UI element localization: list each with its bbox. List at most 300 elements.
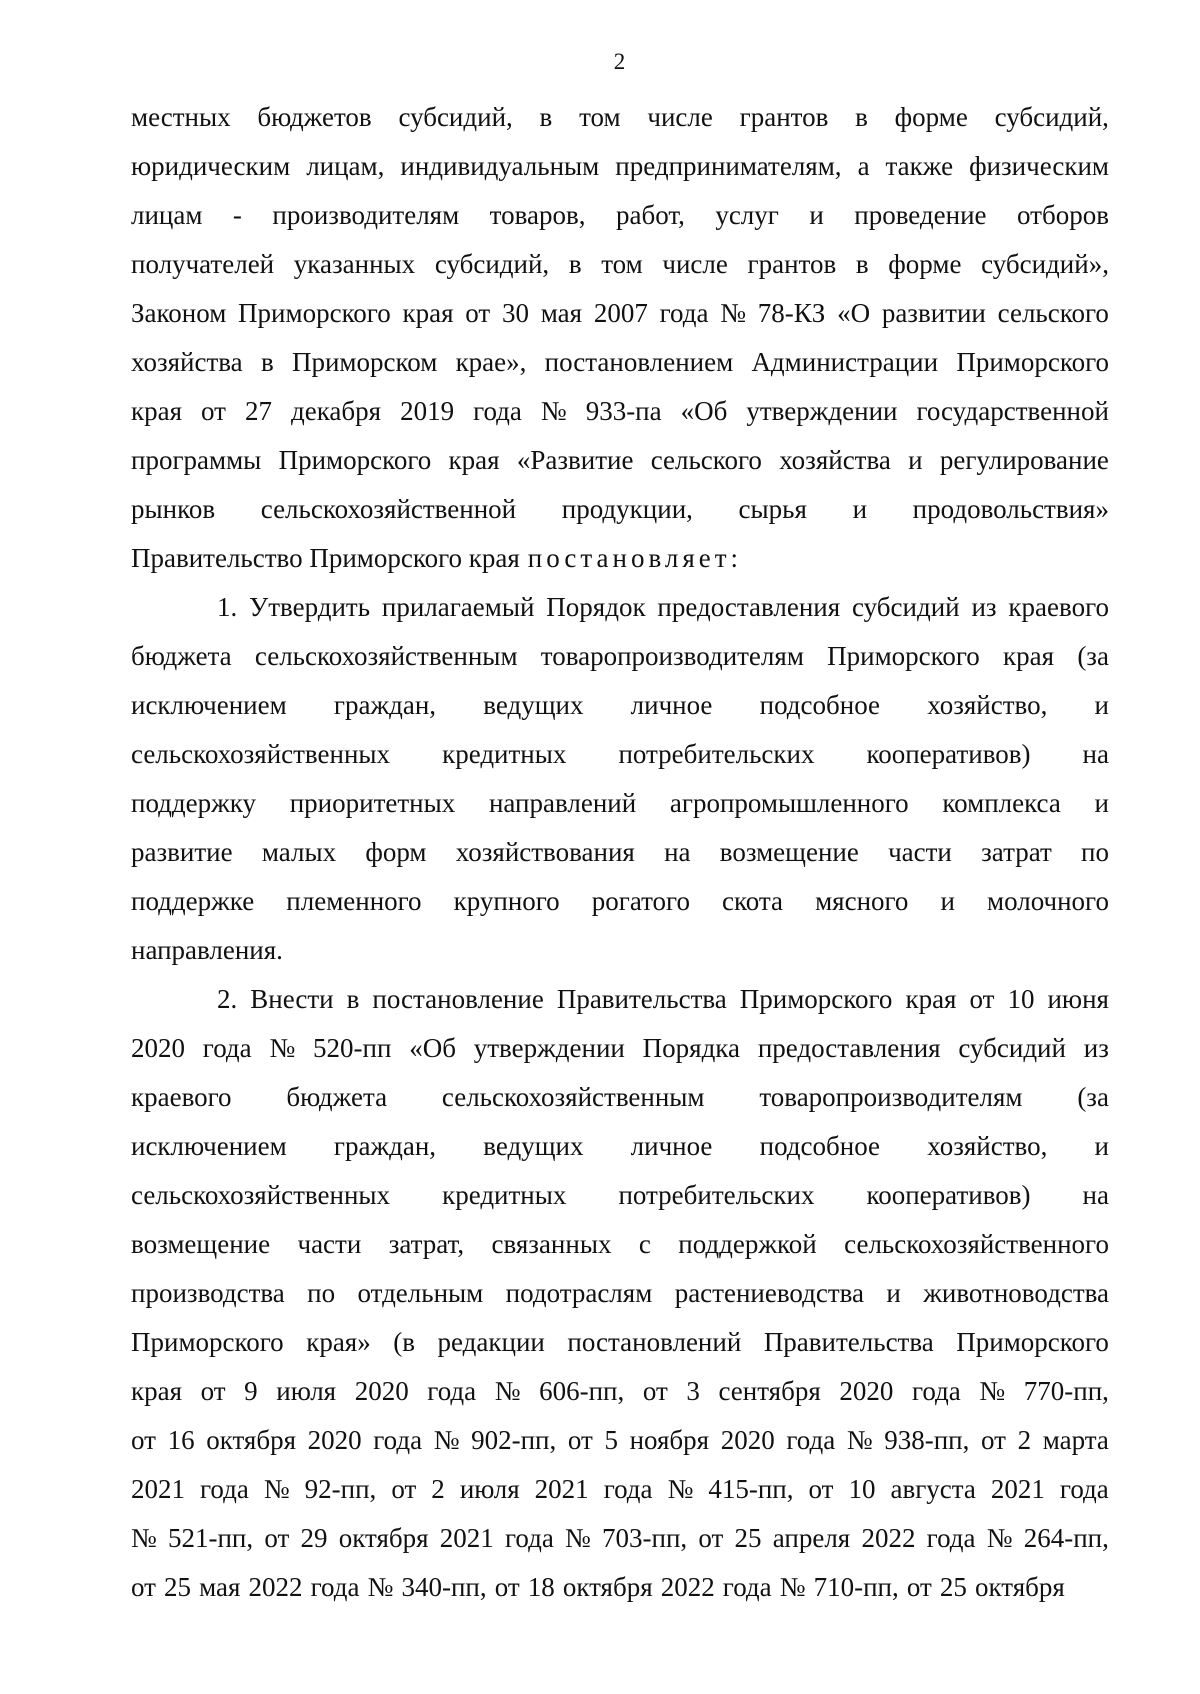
word: 27 (244, 396, 272, 426)
text-line (131, 828, 1109, 877)
word: 340-пп, (401, 1572, 487, 1602)
word: года (427, 1376, 477, 1406)
word: краевого (131, 1082, 232, 1112)
word: приоритетных (289, 788, 456, 818)
word: июля (459, 1474, 520, 1504)
word: племенного (286, 886, 422, 916)
word: Приморском (291, 347, 438, 377)
word: продовольствия» (912, 494, 1109, 524)
word: года (310, 1572, 360, 1602)
text-line (131, 1220, 1109, 1269)
word: от (980, 1425, 1006, 1455)
word: малых (261, 837, 337, 867)
word: от (906, 1572, 932, 1602)
word: бюджета (131, 641, 232, 671)
paragraph (131, 975, 1109, 1612)
word: направления. (131, 935, 283, 965)
word: края (131, 1376, 183, 1406)
word: в (855, 102, 868, 132)
word: хозяйствования (455, 837, 635, 867)
word: 2 (431, 1474, 445, 1504)
word: программы (131, 445, 262, 475)
word: рогатого (591, 886, 690, 916)
word: 902-пп, (471, 1425, 557, 1455)
word: октября (338, 1523, 429, 1553)
word: 2007 (593, 298, 648, 328)
word: сельского (650, 445, 762, 475)
word: 2022 (248, 1572, 303, 1602)
word: постановляет: (527, 543, 743, 573)
word: форм (365, 837, 427, 867)
word: 2021 (439, 1523, 494, 1553)
word: № (979, 1376, 1006, 1406)
word: 3 (686, 1376, 700, 1406)
word: № (779, 1572, 806, 1602)
word: края (402, 298, 454, 328)
word: сельскохозяйственным (254, 641, 518, 671)
word: Приморского (956, 347, 1109, 377)
word: индивидуальным (400, 151, 600, 181)
word: 16 (167, 1425, 195, 1455)
text-line (131, 1416, 1109, 1465)
word: комплекса (942, 788, 1061, 818)
word: развитие (131, 837, 233, 867)
word: и (1094, 788, 1109, 818)
text-line (131, 779, 1109, 828)
word: продукции, (561, 494, 693, 524)
word: 1. (217, 592, 238, 622)
word: исключением (131, 1131, 287, 1161)
word: № (269, 1033, 296, 1063)
word: кредитных (442, 739, 567, 769)
word: года (373, 1425, 423, 1455)
word: том (579, 102, 621, 132)
word: части (297, 1229, 362, 1259)
word: от (698, 1523, 724, 1553)
word: 710-пп, (813, 1572, 899, 1602)
word: граждан, (333, 1131, 437, 1161)
word: № (494, 1376, 521, 1406)
word: мая (540, 298, 583, 328)
word: ведущих (483, 690, 584, 720)
word: года (926, 1523, 976, 1553)
text-line (131, 1171, 1109, 1220)
word: субсидий (852, 592, 960, 622)
word: октября (562, 1572, 653, 1602)
word: предоставления (657, 592, 841, 622)
word: форме (894, 102, 968, 132)
word: - (232, 200, 242, 230)
word: кредитных (442, 1180, 567, 1210)
word: том (601, 249, 643, 279)
word: Правительства (763, 1327, 934, 1357)
word: из (1083, 1033, 1109, 1063)
word: прилагаемый (381, 592, 535, 622)
word: мая (199, 1572, 241, 1602)
word: от (465, 298, 491, 328)
word: в (568, 249, 582, 279)
word: августа (890, 1474, 976, 1504)
word: 30 (502, 298, 529, 328)
word: сырья (738, 494, 807, 524)
word: 938-пп, (884, 1425, 970, 1455)
word: «Об (680, 396, 728, 426)
word: года (200, 1474, 249, 1504)
word: постановлений (567, 1327, 742, 1357)
word: года (504, 1523, 554, 1553)
word: на (664, 837, 691, 867)
word: сельскохозяйственным (441, 1082, 705, 1112)
word: отборов (1017, 200, 1109, 230)
text-line (131, 1122, 1109, 1171)
word: ведущих (483, 1131, 584, 1161)
word: рынков (131, 494, 216, 524)
word: 933-па (585, 396, 662, 426)
word: 2021 (534, 1474, 589, 1504)
text-line (131, 338, 1109, 387)
word: постановление (372, 984, 544, 1014)
word: краевого (1008, 592, 1109, 622)
word: Правительства (556, 984, 727, 1014)
word: отдельным (357, 1278, 484, 1308)
word: от (200, 1376, 226, 1406)
word: октября (974, 1572, 1065, 1602)
word: 2019 (400, 396, 455, 426)
word: 29 (300, 1523, 328, 1553)
word: от (969, 984, 995, 1014)
word: субсидий, (398, 102, 513, 132)
word: сельскохозяйственной (260, 494, 517, 524)
word: октября (206, 1425, 296, 1455)
word: части (888, 837, 952, 867)
word: Правительство Приморского края (131, 543, 520, 573)
word: скота (722, 886, 784, 916)
word: № (433, 1425, 460, 1455)
word: Приморского (278, 445, 432, 475)
word: края (131, 396, 183, 426)
text-line (131, 1073, 1109, 1122)
word: Порядок (546, 592, 646, 622)
text-line (131, 1318, 1109, 1367)
word: в (346, 984, 360, 1014)
word: 2020 (839, 1376, 894, 1406)
word: года (659, 298, 709, 328)
word: и (886, 1278, 901, 1308)
word: края» (306, 1327, 371, 1357)
word: декабря (290, 396, 382, 426)
word: хозяйство, (927, 1131, 1048, 1161)
word: грантов (739, 102, 829, 132)
text-line (131, 1514, 1109, 1563)
word: товаропроизводителям (759, 1082, 1023, 1112)
word: ноября (629, 1425, 710, 1455)
text-line (131, 485, 1109, 534)
text-line (131, 1465, 1109, 1514)
word: «Об (409, 1033, 456, 1063)
word: грантов (747, 249, 837, 279)
word: (за (1077, 1082, 1109, 1112)
word: от (201, 396, 226, 426)
word: крупного (453, 886, 560, 916)
word: числе (662, 249, 728, 279)
word: кооперативов) (866, 1180, 1031, 1210)
word: 770-пп, (1023, 1376, 1109, 1406)
word: 521-пп, (167, 1523, 254, 1553)
text-line (131, 1024, 1109, 1073)
word: указанных (293, 249, 416, 279)
word: бюджетов (257, 102, 372, 132)
word: 264-пп, (1023, 1523, 1109, 1553)
word: от (131, 1572, 156, 1602)
word: 25 (164, 1572, 192, 1602)
word: потребительских (618, 739, 815, 769)
word: возмещение (719, 837, 859, 867)
word: от (264, 1523, 290, 1553)
word: года (603, 1474, 653, 1504)
word: хозяйства (131, 347, 243, 377)
word: 92-пп, (304, 1474, 377, 1504)
word: предоставления (757, 1033, 941, 1063)
text-line (131, 975, 1109, 1024)
word: кооперативов) (866, 739, 1031, 769)
word: поддержке (131, 886, 255, 916)
word: № (131, 1523, 157, 1553)
word: форме (888, 249, 962, 279)
word: «Развитие (516, 445, 634, 475)
word: подсобное (759, 690, 881, 720)
word: постановлением (544, 347, 734, 377)
word: с (638, 1229, 651, 1259)
text-line (131, 436, 1109, 485)
word: личное (630, 690, 713, 720)
text-line (131, 877, 1109, 926)
word: № (667, 1474, 694, 1504)
word: услуг (715, 200, 779, 230)
word: утверждении (746, 396, 898, 426)
word: № (263, 1474, 290, 1504)
word: молочного (987, 886, 1109, 916)
word: 2022 (660, 1572, 715, 1602)
word: от (642, 1376, 668, 1406)
word: от (131, 1425, 156, 1455)
word: затрат (981, 837, 1052, 867)
word: № (367, 1572, 394, 1602)
text-line (131, 681, 1109, 730)
word: 9 (244, 1376, 258, 1406)
text-line (131, 534, 1109, 583)
word: товаропроизводителям (540, 641, 804, 671)
word: № (540, 396, 567, 426)
word: года (473, 396, 522, 426)
word: «О (837, 298, 871, 328)
paragraph (131, 583, 1109, 975)
text-line (131, 730, 1109, 779)
word: на (1082, 1180, 1109, 1210)
word: года (202, 1033, 252, 1063)
word: марта (1042, 1425, 1109, 1455)
word: 18 (527, 1572, 555, 1602)
word: агропромышленного (669, 788, 909, 818)
word: бюджета (286, 1082, 388, 1112)
word: от (494, 1572, 520, 1602)
word: сельского (997, 298, 1109, 328)
word: Утвердить (249, 592, 371, 622)
word: затрат, (388, 1229, 465, 1259)
text-line (131, 240, 1109, 289)
word: потребительских (618, 1180, 815, 1210)
word: года (911, 1376, 961, 1406)
word: физическим (969, 151, 1109, 181)
word: поддержкой (678, 1229, 817, 1259)
word: 2020 (720, 1425, 775, 1455)
word: лицам (131, 200, 203, 230)
word: 2020 (354, 1376, 409, 1406)
text-line (131, 191, 1109, 240)
word: Приморского (238, 298, 391, 328)
word: субсидий, (994, 102, 1109, 132)
word: возмещение (131, 1229, 271, 1259)
word: № (565, 1523, 591, 1553)
word: июня (1047, 984, 1109, 1014)
word: хозяйство, (927, 690, 1048, 720)
word: Внести (250, 984, 334, 1014)
word: получателей (131, 249, 275, 279)
word: субсидий, (434, 249, 550, 279)
text-line (131, 1563, 1109, 1612)
word: исключением (131, 690, 287, 720)
word: года (1059, 1474, 1109, 1504)
word: утверждении (473, 1033, 625, 1063)
word: (за (1077, 641, 1109, 671)
word: края (905, 984, 957, 1014)
page-number: 2 (613, 49, 626, 74)
text-line (131, 93, 1109, 142)
document-body (131, 93, 1109, 1612)
word: редакции (437, 1327, 545, 1357)
word: предпринимателям, (615, 151, 842, 181)
word: Законом (131, 298, 227, 328)
word: Приморского (131, 1327, 284, 1357)
word: и (940, 886, 955, 916)
word: № (720, 298, 746, 328)
word: № (986, 1523, 1013, 1553)
text-line (131, 583, 1109, 632)
word: крае», (455, 347, 527, 377)
word: края (448, 445, 500, 475)
word: 10 (848, 1474, 876, 1504)
paragraph (131, 93, 1109, 583)
word: года (786, 1425, 836, 1455)
word: 2 (1017, 1425, 1032, 1455)
word: 606-пп, (539, 1376, 625, 1406)
word: июля (276, 1376, 337, 1406)
word: а (857, 151, 870, 181)
word: связанных (491, 1229, 612, 1259)
word: государственной (916, 396, 1109, 426)
word: 25 (734, 1523, 762, 1553)
word: из (971, 592, 997, 622)
word: (в (393, 1327, 416, 1357)
word: и (908, 445, 923, 475)
text-line (131, 142, 1109, 191)
word: растениеводства (674, 1278, 865, 1308)
word: хозяйства (779, 445, 891, 475)
word: Приморского (956, 1327, 1109, 1357)
text-line (131, 926, 1109, 975)
word: местных (131, 102, 231, 132)
word: по (307, 1278, 336, 1308)
text-line (131, 387, 1109, 436)
word: от (391, 1474, 417, 1504)
word: 2021 (131, 1474, 185, 1504)
word: работ, (615, 200, 685, 230)
word: апреля (772, 1523, 851, 1553)
word: производства (131, 1278, 285, 1308)
word: мясного (815, 886, 909, 916)
text-line (131, 1367, 1109, 1416)
word: 520-пп (313, 1033, 392, 1063)
word: № (846, 1425, 873, 1455)
word: субсидий (958, 1033, 1066, 1063)
word: 5 (604, 1425, 618, 1455)
word: и (852, 494, 868, 524)
text-line (131, 1269, 1109, 1318)
word: субсидий», (981, 249, 1109, 279)
word: 78-КЗ (757, 298, 826, 328)
word: 2021 (990, 1474, 1045, 1504)
word: в (855, 249, 869, 279)
word: направлений (488, 788, 637, 818)
word: и (1094, 690, 1109, 720)
word: 2022 (861, 1523, 916, 1553)
word: сельскохозяйственного (844, 1229, 1109, 1259)
word: сентября (718, 1376, 821, 1406)
word: в (539, 102, 553, 132)
word: года (722, 1572, 772, 1602)
word: 2. (217, 984, 238, 1014)
word: Порядка (642, 1033, 741, 1063)
word: в (260, 347, 274, 377)
word: по (1081, 837, 1109, 867)
word: и (1094, 1131, 1109, 1161)
word: 25 (939, 1572, 967, 1602)
word: также (885, 151, 954, 181)
word: граждан, (333, 690, 437, 720)
word: поддержку (131, 788, 257, 818)
word: развитии (881, 298, 986, 328)
word: сельскохозяйственных (131, 1180, 391, 1210)
word: сельскохозяйственных (131, 739, 391, 769)
word: проведение (854, 200, 987, 230)
word: подотраслям (505, 1278, 653, 1308)
word: края (1003, 641, 1055, 671)
word: юридическим (131, 151, 291, 181)
word: 415-пп, (708, 1474, 794, 1504)
word: 703-пп, (602, 1523, 688, 1553)
word: регулирование (939, 445, 1109, 475)
word: и (809, 200, 824, 230)
word: Администрации (751, 347, 939, 377)
word: от (567, 1425, 593, 1455)
word: личное (630, 1131, 713, 1161)
word: 10 (1007, 984, 1035, 1014)
word: подсобное (759, 1131, 881, 1161)
text-line (131, 289, 1109, 338)
word: 2020 (307, 1425, 362, 1455)
text-line (131, 632, 1109, 681)
word: животноводства (923, 1278, 1109, 1308)
word: на (1082, 739, 1109, 769)
